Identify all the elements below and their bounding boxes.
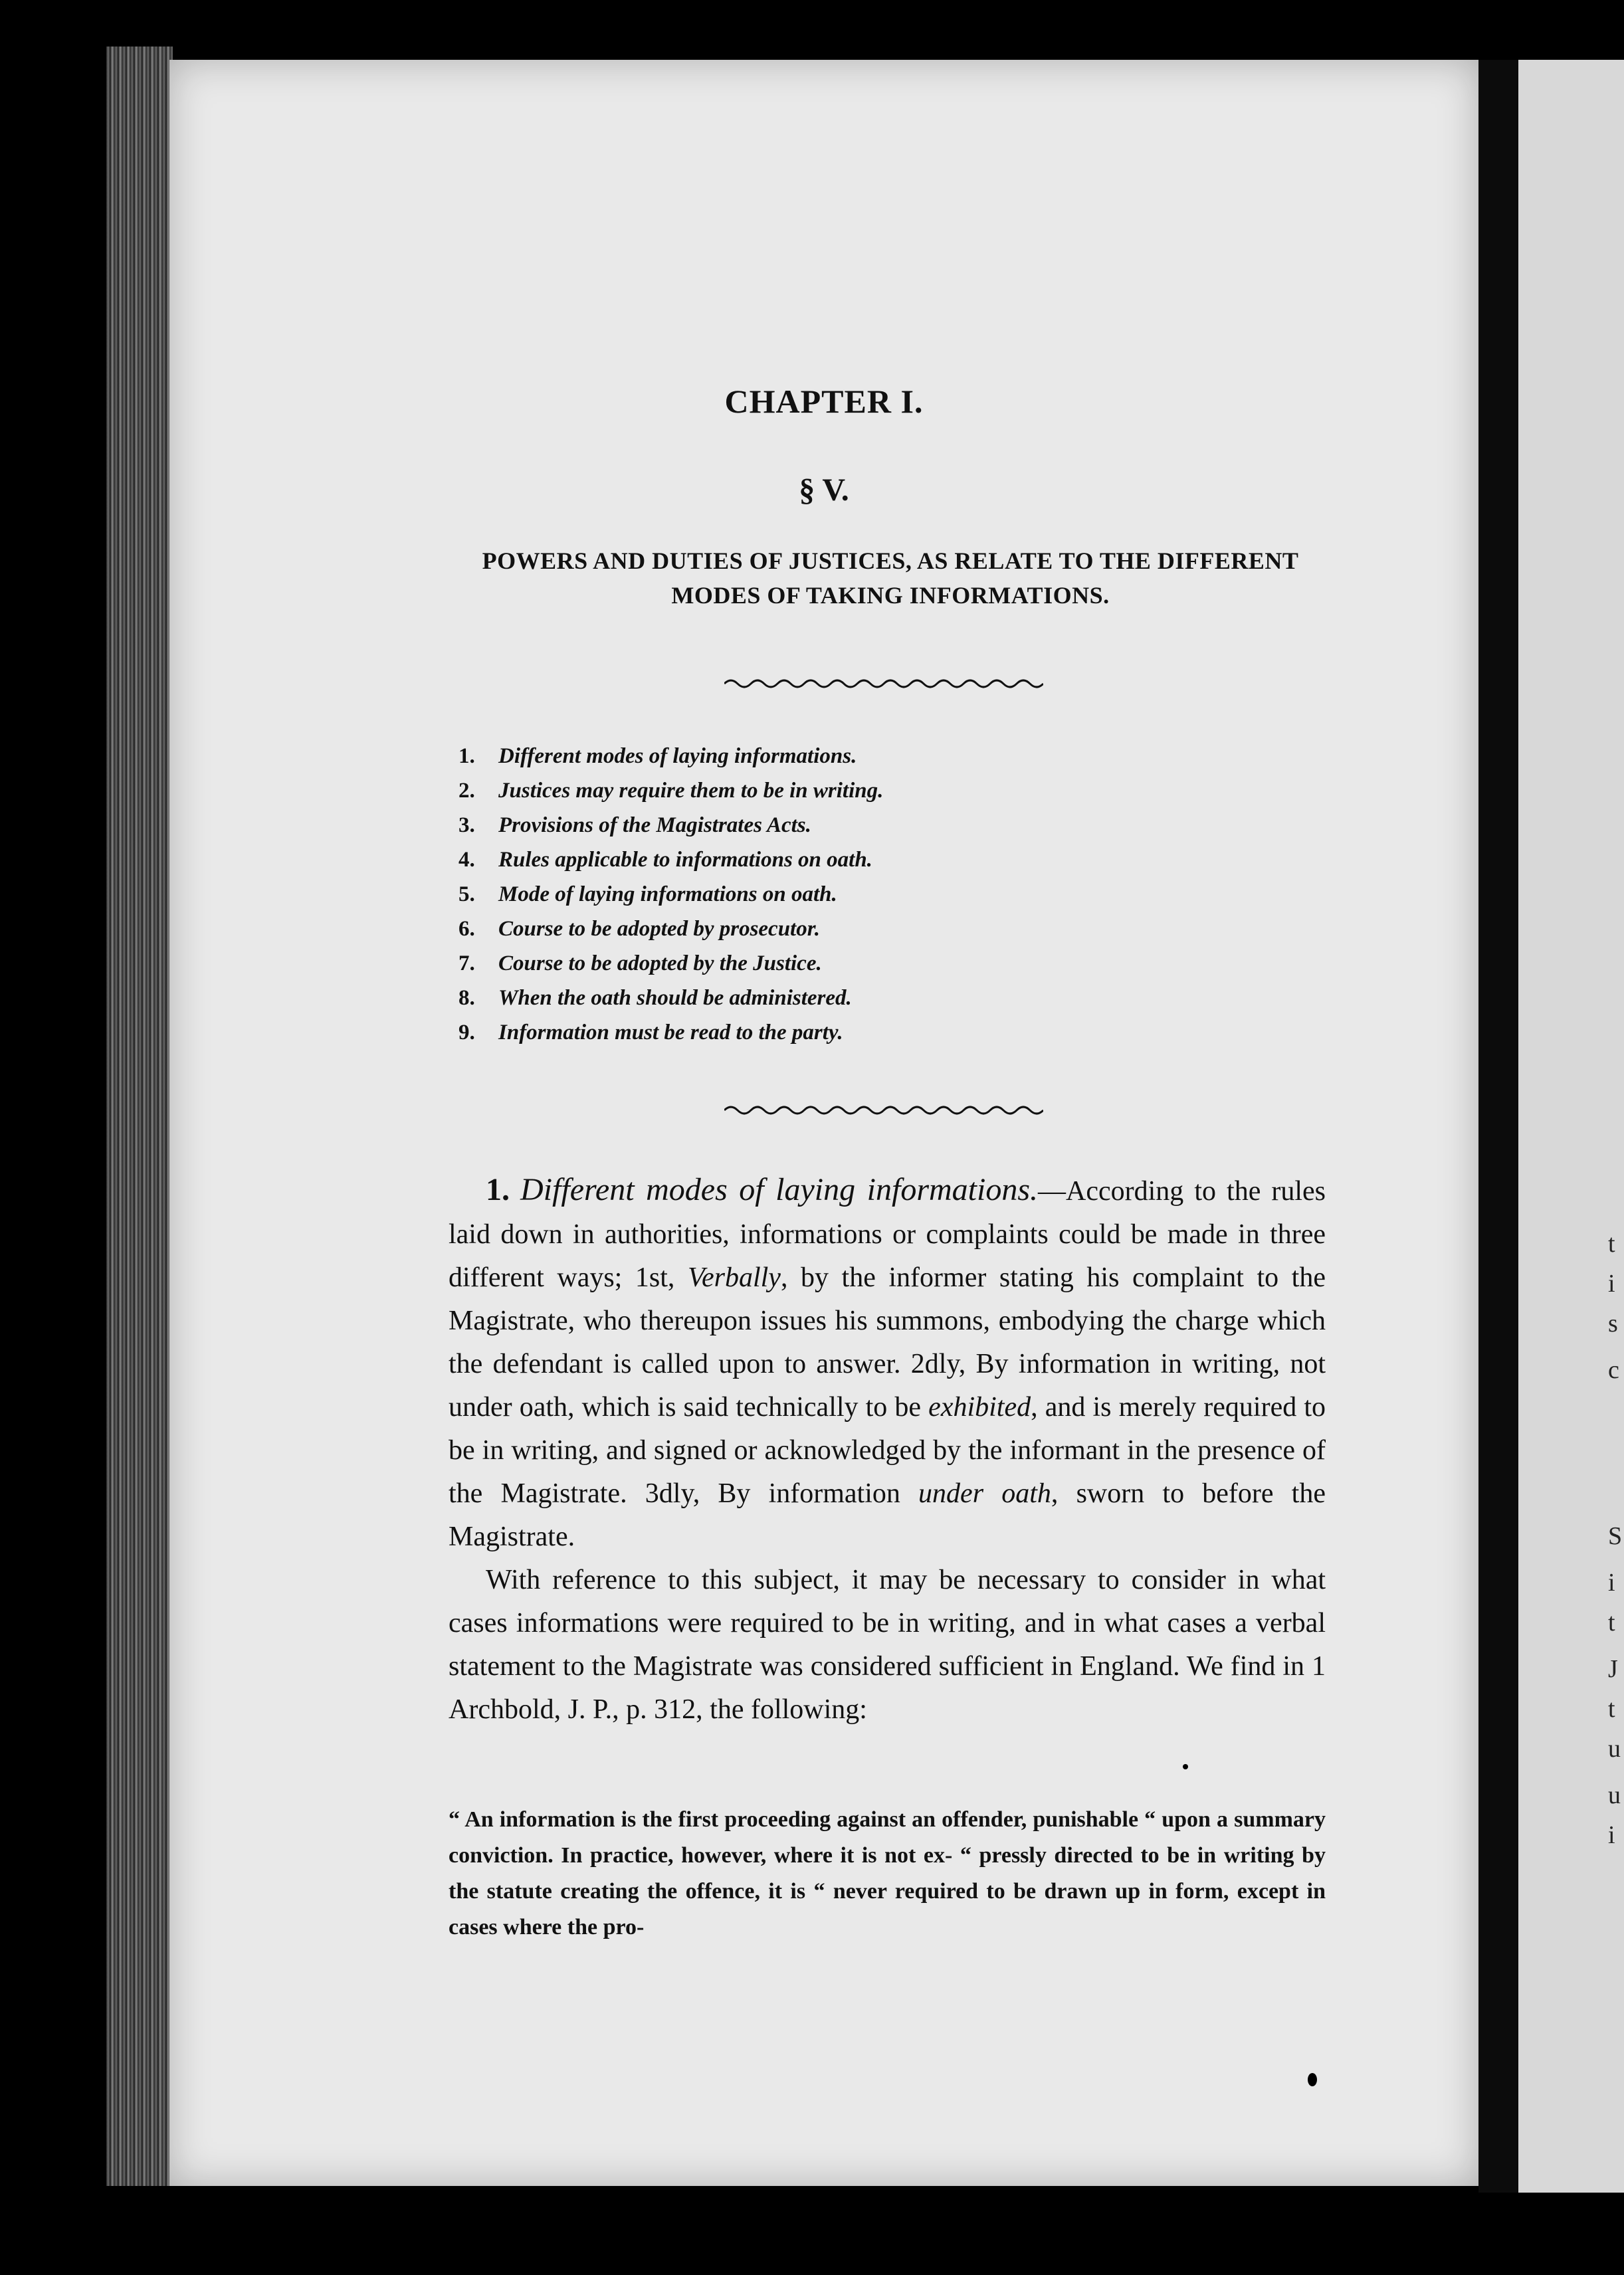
contents-item-number: 6. [458,917,475,941]
emphasis-under-oath: under oath [918,1478,1051,1509]
page-gutter-shadow [1478,60,1518,2193]
contents-item [458,946,1322,981]
ornamental-rule-top [724,676,1043,691]
contents-item-text: When the oath should be administered. [498,986,852,1010]
section-heading: POWERS AND DUTIES OF JUSTICES, AS RELATE TO THE DIFFERENT MODES OF TAKING INFORMATIONS. [482,547,1299,609]
facing-page-fragment: i [1608,1569,1615,1597]
facing-page-strip [1518,60,1624,2193]
contents-item-number: 7. [458,951,475,975]
contents-item-text: Information must be read to the party. [498,1021,843,1044]
facing-page-fragment: i [1608,1270,1615,1298]
facing-page-fragment: t [1608,1609,1615,1636]
emphasis-exhibited: exhibited [928,1392,1031,1423]
contents-item [458,1015,1322,1050]
scan-border [0,2193,1624,2275]
facing-page-fragment: s [1608,1310,1618,1337]
facing-page-fragment: t [1608,1230,1615,1258]
body-text [449,1168,1326,1731]
paragraph-number: 1. [486,1172,510,1207]
contents-item-text: Mode of laying informations on oath. [498,882,837,906]
facing-page-fragment: c [1608,1356,1619,1384]
contents-item-number: 2. [458,779,475,803]
contents-item [458,773,1322,808]
contents-item-number: 1. [458,744,475,768]
contents-item [458,739,1322,773]
paragraph-dash: — [1038,1176,1066,1207]
scan-speck [1308,2073,1317,2086]
contents-item-number: 3. [458,813,475,837]
paragraph-1-text-d: , sworn to before the Magistrate. [449,1478,1326,1552]
contents-item-text: Course to be adopted by the Justice. [498,951,822,975]
contents-item-text: Justices may require them to be in writing. [498,779,884,803]
scan-speck [1183,1764,1188,1769]
facing-page-fragment: J [1608,1655,1618,1683]
contents-item [458,842,1322,877]
contents-item-number: 5. [458,882,475,906]
paragraph-title: Different modes of laying informations. [520,1172,1039,1207]
contents-item-number: 9. [458,1021,475,1044]
contents-item [458,877,1322,912]
paragraph-2: With reference to this subject, it may be necessary to consider in what cases informations were required to be in writing, and in what cases a verbal statement to the Magistrate was considered sufficient in England. We find in 1 Archbold, J. P., p. 312, the following: [449,1565,1326,1725]
facing-page-fragment: S [1608,1522,1623,1550]
book-spine-edge [106,47,173,2186]
paragraph-1 [449,1168,1326,1559]
contents-item [458,808,1322,842]
contents-item-number: 8. [458,986,475,1010]
ornamental-rule-bottom [724,1103,1043,1118]
section-number: § V. [799,472,849,508]
contents-item-number: 4. [458,848,475,872]
scan-speck [44,1887,51,1894]
quote-text: “ An information is the first proceeding against an offender, punishable “ upon a summary conviction. In practice, however, where it is not ex- “ pressly directed to be in writing by the statute creating the offence, it is “ never required to be drawn up in form, except in cases where the pro- [449,1807,1326,1939]
paragraph-1-text-b: , by the informer stating his complaint to the Magistrate, who thereupon issues his summons, embodying the charge which the defendant is called upon to answer. 2dly, By information in writing, not under oath, which is said technically to be [449,1262,1326,1423]
contents-item [458,981,1322,1015]
facing-page-fragment: u [1608,1781,1621,1809]
contents-item-text: Rules applicable to informations on oath. [498,848,872,872]
contents-item-text: Different modes of laying informations. [498,744,857,768]
contents-item [458,912,1322,946]
block-quote [449,1802,1326,1945]
paragraph-1-text-c: , and is merely required to be in writing, and signed or acknowledged by the informant in the presence of the Magistrate. 3dly, By information [449,1392,1326,1509]
contents-item-text: Provisions of the Magistrates Acts. [498,813,811,837]
chapter-title: CHAPTER I. [724,383,924,420]
facing-page-fragment: i [1608,1821,1615,1849]
section-contents-list [458,739,1322,1050]
contents-item-text: Course to be adopted by prosecutor. [498,917,820,941]
emphasis-verbally: Verbally [687,1262,781,1293]
facing-page-fragment: u [1608,1735,1621,1763]
facing-page-fragment: t [1608,1695,1615,1723]
paragraph-1-text-a: According to the rules laid down in authorities, informations or complaints could be made in three different ways; 1st, [449,1176,1326,1293]
